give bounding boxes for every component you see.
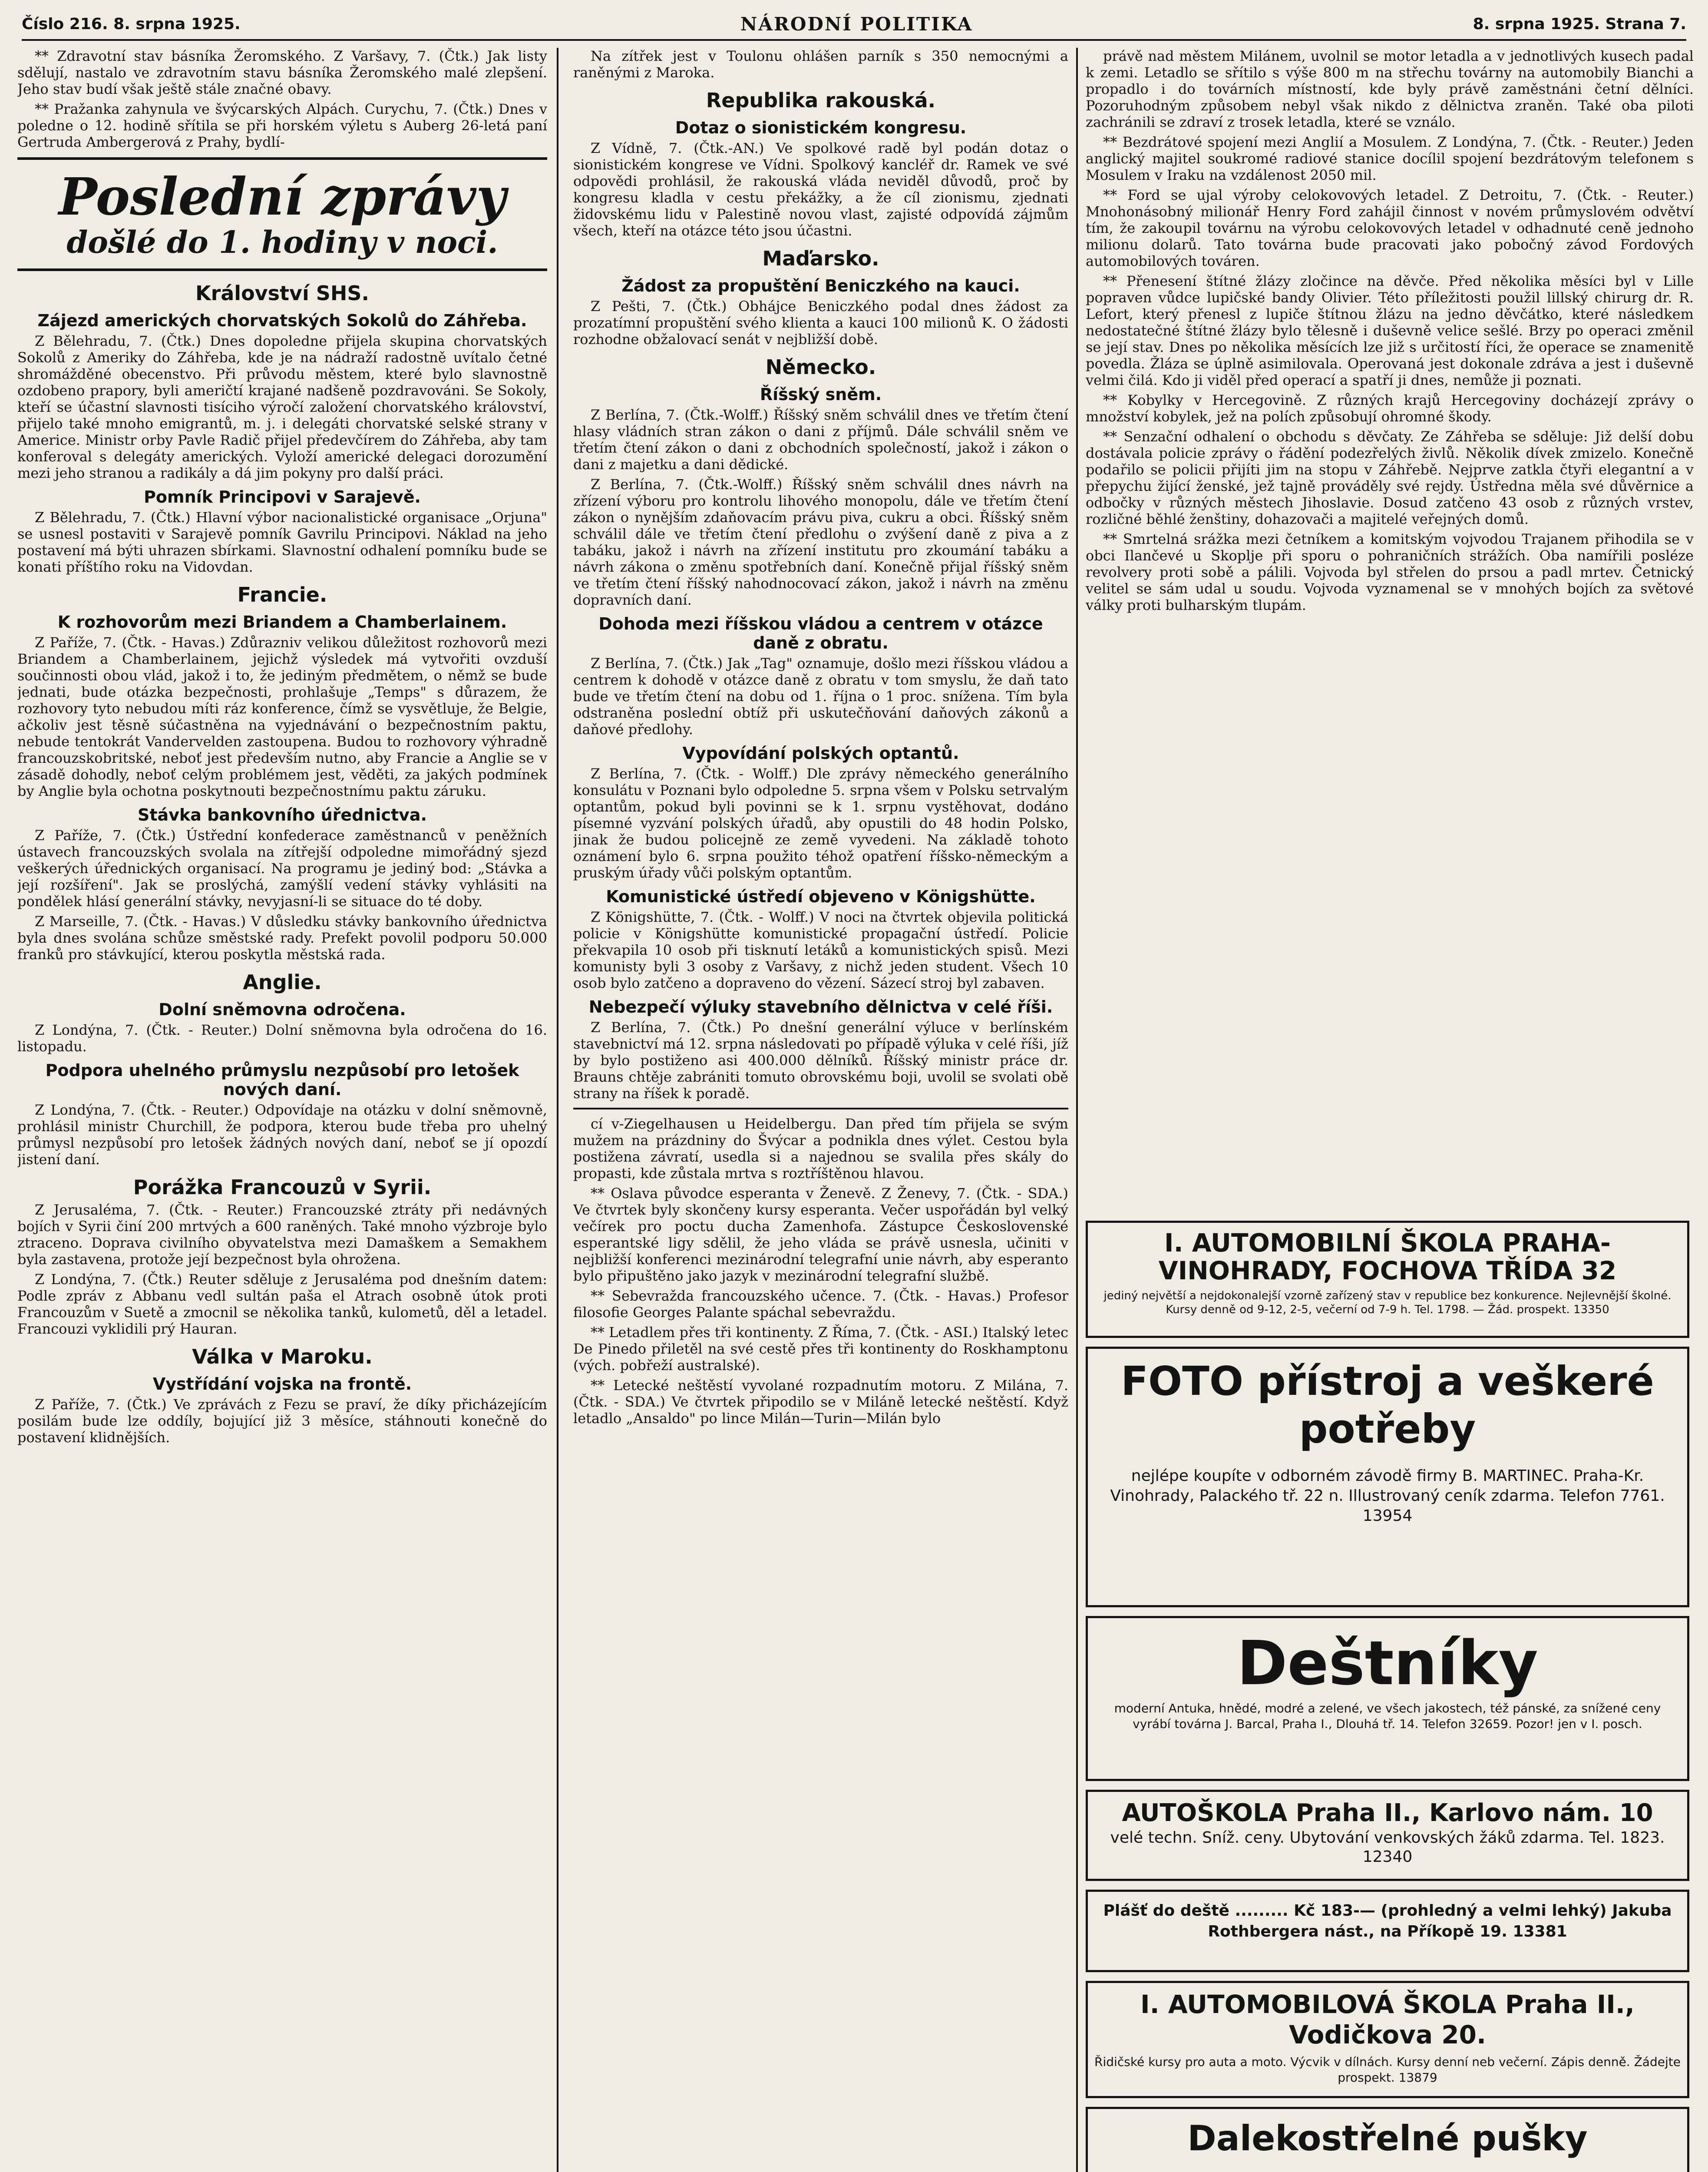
latest-news-banner: [17, 157, 547, 271]
ad-foto: [1086, 1347, 1689, 1607]
article-headline: Stávka bankovního úřednictva.: [138, 805, 427, 824]
ad-title: I. AUTOMOBILOVÁ ŠKOLA Praha II., Vodičkova 20.: [1140, 1990, 1635, 2049]
article-text: ** Sebevražda francouzského učence. 7. (Čtk. - Havas.) Profesor filosofie Georges Palante spáchal sebevraždu.: [573, 1288, 1068, 1321]
article-text: ** Bezdrátové spojení mezi Anglií a Mosulem. Z Londýna, 7. (Čtk. - Reuter.) Jeden anglický majitel soukromé radiové stanice docílil spojení bezdrátovým telefonem s Mosulem v Iraku na vzdálenost 2050 mil.: [1086, 134, 1694, 183]
masthead: [22, 9, 1686, 41]
section-heading: Francie.: [237, 583, 327, 606]
article-text: Z Londýna, 7. (Čtk. - Reuter.) Dolní sněmovna byla odročena do 16. listopadu.: [17, 1022, 547, 1055]
article-headline: Pomník Principovi v Sarajevě.: [144, 487, 421, 507]
article-headline: Podpora uhelného průmyslu nezpůsobí pro letošek nových daní.: [45, 1061, 519, 1099]
ad-text: nejlépe koupíte v odborném závodě firmy B. MARTINEC. Praha-Kr. Vinohrady, Palackého tř. 22 n. Illustrovaný ceník zdarma. Telefon 7761. 13954: [1110, 1467, 1665, 1525]
ad-automobile-school-2: [1086, 1981, 1689, 2098]
article-text: právě nad městem Milánem, uvolnil se motor letadla a v jednotlivých kusech padal k zemi. Letadlo se sřítilo s výše 800 m na střechu továrny na automobily Bianchi a propadlo i do továrních místností, kde byly právě zaměstnáni četní dělníci. Pozoruhodným způsobem nebyl však nikdo z dělnictva zraněn. Také oba piloti zachránili se zdraví z trosek letadla, které se vználo.: [1086, 48, 1694, 130]
article-headline: Komunistické ústředí objeveno v Königshütte.: [606, 887, 1036, 906]
column-rule: [1076, 48, 1078, 2172]
masthead-page: 8. srpna 1925. Strana 7.: [1473, 15, 1686, 33]
article-text: ** Pražanka zahynula ve švýcarských Alpách. Curychu, 7. (Čtk.) Dnes v poledne o 12. hodině sřítila se při horském výletu s Auberg 26-letá paní Gertruda Ambergerová z Prahy, bydlí-: [17, 101, 547, 150]
article-headline: Vypovídání polských optantů.: [682, 744, 959, 763]
article-text: Na zítřek jest v Toulonu ohlášen parník s 350 nemocnými a raněnými z Maroka.: [573, 48, 1068, 81]
article-text: Z Königshütte, 7. (Čtk. - Wolff.) V noci na čtvrtek objevila politická policie v Königshütte komunistické propagační ústředí. Policie překvapila 10 osob při tisknutí letáků a komunistických spisů. Mezi komunisty byli 3 osoby z Varšavy, z nichž jeden student. Všech 10 osob bylo zatčeno a dopraveno do vězení. Sázecí stroj byl zabaven.: [573, 909, 1068, 991]
article-text: Z Pešti, 7. (Čtk.) Obhájce Beniczkého podal dnes žádost za prozatímní propuštění svého klienta a kauci 100 milionů K. O žádosti rozhodne obžalovací senát v nejbližší době.: [573, 298, 1068, 348]
article-headline: Nebezpečí výluky stavebního dělnictva v celé říši.: [588, 997, 1053, 1016]
article-text: Z Berlína, 7. (Čtk.) Po dnešní generální výluce v berlínském stavebnictví má 12. srpna následovati po případě výluka v celé říši, jíž by bylo postiženo asi 400.000 dělníků. Říšský ministr práce dr. Brauns chtěje zabrániti tomuto obrovskému boji, uvolil se svolati obě strany na říšek k poradě.: [573, 1019, 1068, 1102]
article-text: Z Londýna, 7. (Čtk. - Reuter.) Odpovídaje na otázku v dolní sněmovně, prohlásil ministr Churchill, že podpora, kterou bude třeba pro uhelný průmysl nezpůsobí pro letošek žádných nových daní, neboť se jí opozdí jistení daní.: [17, 1102, 547, 1168]
article-text: Z Berlína, 7. (Čtk. - Wolff.) Dle zprávy německého generálního konsulátu v Poznani bylo odpoledne 5. srpna všem v Polsku setrvalým optantům, pokud byli povinni se k 1. srpnu vystěhovat, dodáno písemné vyzvání polských úřadů, aby opustili do 48 hodin Polsko, jinak že budou policejně ze země vyvedeni. Na základě tohoto oznámení bylo 6. srpna použito téhož opatření říšsko-německým a pruským úřady vůči polským optantům.: [573, 765, 1068, 881]
article-headline: Vystřídání vojska na frontě.: [152, 1374, 412, 1394]
section-heading: Válka v Maroku.: [192, 1345, 373, 1368]
article-text: Z Vídně, 7. (Čtk.-AN.) Ve spolkové radě byl podán dotaz o sionistickém kongrese ve Vídni. Spolkový kancléř dr. Ramek ve své odpovědi prohlásil, že rakouská vláda neviděl důvodů, proč by kongresu kladla v cestu překážky, a že cíl zionismu, zjednati židovskému lidu v Palestině novou vlast, zajisté odpovídá zájmům všech, kteří na otázce této jsou účastni.: [573, 140, 1068, 239]
section-heading: Německo.: [765, 355, 876, 379]
ad-automobile-school: [1086, 1221, 1689, 1338]
article-text: cí v-Ziegelhausen u Heidelbergu. Dan před tím přijela se svým mužem na prázdniny do Švýcar a podnikla dnes výlet. Cestou byla postižena závratí, usedla si a najednou se svalila přes skály do propasti, kde zůstala mrtva s roztříštěnou hlavou.: [573, 1116, 1068, 1182]
newspaper-page: [9, 9, 1699, 2172]
article-headline: Dotaz o sionistickém kongresu.: [675, 118, 967, 137]
article-text: ** Smrtelná srážka mezi četníkem a komitským vojvodou Trajanem přihodila se v obci Ilančevé u Skoplje při sporu o pohraničních strážích. Oba namířili posléze revolvery proti sobě a pálili. Vojvoda byl střelen do prsou a padl mrtev. Četnický velitel se sám udal u soudu. Vojvoda vyznamenal se v mnohých bojích za světové války proti bulharským tlupám.: [1086, 531, 1694, 613]
banner-title: Poslední zprávy: [58, 166, 506, 227]
column-rule: [557, 48, 558, 2172]
article-text: ** Zdravotní stav básníka Žeromského. Z Varšavy, 7. (Čtk.) Jak listy sdělují, nastalo ve zdravotním stavu básníka Žeromského malé zlepšení. Jeho stav budí však ještě stále značné obavy.: [17, 48, 547, 97]
article-headline: Dolní sněmovna odročena.: [159, 1000, 406, 1019]
article-text: ** Oslava původce esperanta v Ženevě. Z Ženevy, 7. (Čtk. - SDA.) Ve čtvrtek byly skončeny kursy esperanta. Večer uspořádán byl velký večírek pro poctu ducha Zamenhofa. Zástupce Československé esperantské ligy sdělil, že jeho vláda se právě usnesla, učiniti v nejbližší konferenci mezinárodní telegrafní unie návrh, aby esperanto bylo připuštěno jako jazyk v mezinárodní telegrafní službě.: [573, 1185, 1068, 1284]
divider: [573, 1108, 1068, 1109]
article-text: Z Marseille, 7. (Čtk. - Havas.) V důsledku stávky bankovního úřednictva byla dnes svolána schůze směstské rady. Prefekt povolil podporu 50.000 franků pro stávkující, kterou poskytla městská rada.: [17, 913, 547, 963]
ad-text: Řidičské kursy pro auta a moto. Výcvik v dílnách. Kursy denní neb večerní. Zápis denně. Žádejte prospekt. 13879: [1094, 2055, 1681, 2085]
banner-subtitle: došlé do 1. hodiny v noci.: [66, 224, 498, 260]
column-2: [573, 48, 1068, 1646]
article-text: ** Kobylky v Hercegovině. Z různých krajů Hercegoviny docházejí zprávy o množství kobylek, jež na polích způsobují ohromné škody.: [1086, 392, 1694, 425]
section-heading: Království SHS.: [195, 281, 370, 305]
article-text: Z Bělehradu, 7. (Čtk.) Hlavní výbor nacionalistické organisace „Orjuna" se usnesl postaviti v Sarajevě pomník Gavrilu Principovi. Náklad na jeho postavení má býti uhrazen sbírkami. Slavnostní odhalení pomníku bude se konati příštího roku na Vidovdan.: [17, 509, 547, 575]
section-heading: Maďarsko.: [762, 247, 879, 270]
article-text: ** Letecké neštěstí vyvolané rozpadnutím motoru. Z Milána, 7. (Čtk. - SDA.) Ve čtvrtek připodilo se v Miláně letecké neštěstí. Když letadlo „Ansaldo" po lince Milán—Turin—Milán bylo: [573, 1377, 1068, 1427]
section-heading: Porážka Francouzů v Syrii.: [133, 1175, 432, 1199]
article-headline: Zájezd amerických chorvatských Sokolů do Záhřeba.: [37, 311, 527, 330]
ad-text: velé techn. Sníž. ceny. Ubytování venkovských žáků zdarma. Tel. 1823. 12340: [1110, 1829, 1665, 1866]
ad-rifles: [1086, 2107, 1689, 2172]
article-text: ** Přenesení štítné žlázy zločince na děvče. Před několika měsíci byl v Lille popraven vůdce lupičské bandy Olivier. Této příležitosti použil lillský chirurg dr. R. Lefort, který přenesl z lupiče štítnou žlázu na jedno děvčátko, které následkem nedostatečné štítné žlázy bylo tělesně i duševně velice sešlé. Brzy po operaci změnil se její stav. Dnes po několika měsících lze již s určitostí říci, že operace se znamenitě povedla. Žláza se úplně asimilovala. Operovaná jest dokonale zdráva a jest i duševně velmi čilá. Kdo ji viděl před operací a spatří ji dnes, nemůže ji poznati.: [1086, 273, 1694, 388]
column-1: [17, 48, 547, 2172]
article-headline: K rozhovorům mezi Briandem a Chamberlainem.: [57, 613, 507, 632]
masthead-title: NÁRODNÍ POLITIKA: [740, 13, 973, 35]
section-heading: Republika rakouská.: [706, 89, 936, 112]
article-text: Z Berlína, 7. (Čtk.-Wolff.) Říšský sněm schválil dnes návrh na zřízení výboru pro kontrolu lihového monopolu, dále ve třetím čtení zákon o nynějším zdaňovacím právu piva, cukru a obci. Říšský sněm schválil dále ve třetím čtení předlohu o zvýšení daně z piva a z tabáku, jakož i návrh na zřízení institutu pro zkoumání tabáku a návrh zákona o změnu spotřebních daní. Konečně přijal říšský sněm ve třetím čtení říšský nahodnocovací zákon, jakož i návrh na změnu dopravních daní.: [573, 476, 1068, 608]
ad-umbrellas: [1086, 1616, 1689, 1781]
ad-raincoat: [1086, 1890, 1689, 1972]
article-headline: Žádost za propuštění Beniczkého na kauci.: [621, 276, 1020, 295]
article-headline: Říšský sněm.: [760, 385, 882, 404]
ad-title: AUTOŠKOLA Praha II., Karlovo nám. 10: [1122, 1799, 1653, 1827]
article-text: ** Ford se ujal výroby celokovových letadel. Z Detroitu, 7. (Čtk. - Reuter.) Mnohonásobný milionář Henry Ford zahájil činnost v novém průmyslovém odvětví tím, že zakoupil továrnu na výrobu celokovových letadel v odhadnuté ceně jednoho milionu dolarů. Tato továrna bude pracovati jako pobočný závod Fordových automobilových továren.: [1086, 187, 1694, 269]
ad-text: moderní Antuka, hnědé, modré a zelené, ve všech jakostech, též pánské, za snížené ceny vyrábí továrna J. Barcal, Praha I., Dlouhá tř. 14. Telefon 32659. Pozor! jen v I. posch.: [1114, 1701, 1661, 1731]
article-text: Z Berlína, 7. (Čtk.) Jak „Tag" oznamuje, došlo mezi říšskou vládou a centrem k dohodě v otázce daně z obratu v tom smyslu, že daň tato bude ve třetím čtení na dobu od 1. října o 1 proc. snížena. Tím byla odstraněna poslední obtíž při uskutečňování daňových zákonů a daňové předlohy.: [573, 655, 1068, 738]
ad-title: FOTO přístroj a veškeré potřeby: [1121, 1358, 1654, 1452]
ad-title: Plášť do deště ......... Kč 183-— (prohledný a velmi lehký) Jakuba Rothbergera nást., na Příkopě 19. 13381: [1103, 1902, 1672, 1940]
article-text: Z Paříže, 7. (Čtk. - Havas.) Zdůrazniv velikou důležitost rozhovorů mezi Briandem a Chamberlainem, jejichž výsledek má vytvořiti ovzduší součinnosti obou vlád, jakož i to, že jediným předmětem, o němž se bude jednati, bude otázka bezpečnosti, prohlašuje „Temps" s důrazem, že rozhovory tyto nebudou míti ráz konference, čímž se vysvětluje, že Belgie, ačkoliv jest těsně súčastněna na vyjednávání o bezpečnostním paktu, nebude tentokrát Vandervelden zastoupena. Budou to rozhovory výhradně francouzskobritské, neboť jest především nutno, aby Francie a Anglie se v zásadě dohodly, neboť celým problémem jest, věděti, za jakých podmínek by Anglie byla ochotna poskytnouti bezpečnostnímu paktu záruku.: [17, 634, 547, 799]
ad-title: Dalekostřelné pušky: [1187, 2118, 1588, 2159]
article-text: Z Berlína, 7. (Čtk.-Wolff.) Říšský sněm schválil dnes ve třetím čtení hlasy vládních stran zákon o dani z příjmů. Dále schválil sněm ve třetím čtení zákon o dani z obchodních společností, jakož i zákon o dani z majetku a dani dědické.: [573, 407, 1068, 473]
article-text: Z Paříže, 7. (Čtk.) Ve zprávách z Fezu se praví, že díky přicházejícím posilám bude lze oddíly, bojující již 3 měsíce, stáhnouti konečně do postavení klidnějších.: [17, 1396, 547, 1446]
ad-title: I. AUTOMOBILNÍ ŠKOLA PRAHA-VINOHRADY, FOCHOVA TŘÍDA 32: [1158, 1228, 1617, 1285]
article-headline: Dohoda mezi říšskou vládou a centrem v otázce daně z obratu.: [598, 614, 1043, 652]
ad-title: Deštníky: [1237, 1628, 1538, 1699]
masthead-issue: Číslo 216. 8. srpna 1925.: [22, 15, 241, 33]
article-text: Z Jerusaléma, 7. (Čtk. - Reuter.) Francouzské ztráty při nedávných bojích v Syrii činí 200 mrtvých a 600 raněných. Také mnoho výzbroje bylo ztraceno. Doprava civilního obyvatelstva mezi Damaškem a Semakhem byla zastavena, protože její bezpečnost byla ohrožena.: [17, 1202, 547, 1268]
section-heading: Anglie.: [243, 970, 322, 994]
article-text: ** Letadlem přes tři kontinenty. Z Říma, 7. (Čtk. - ASI.) Italský letec De Pinedo přiletěl na své cestě přes tři kontinenty do Roskhamptonu (vých. pobřeží australské).: [573, 1324, 1068, 1374]
ad-autoskola: [1086, 1790, 1689, 1881]
ad-text: jediný největší a nejdokonalejší vzorně zařízený stav v republice bez konkurence. Nejlevnější školné. Kursy denně od 9-12, 2-5, večerní od 7-9 h. Tel. 1798. — Žád. prospekt. 13350: [1103, 1289, 1672, 1316]
article-text: Z Bělehradu, 7. (Čtk.) Dnes dopoledne přijela skupina chorvatských Sokolů z Ameriky do Záhřeba, kde je na nádraží radostně uvítalo četné shromážděné obecenstvo. Při průvodu městem, které bylo slavnostně ozdobeno prapory, byli američtí krajané nadšeně pozdravováni. Se Sokoly, kteří se účastní slavnosti tisíciho výročí založení chorvatského království, přijelo také mnoho emigrantů, m. j. i delegáti chorvatské selské strany v Americe. Ministr orby Pavle Radič přijel předevčírem do Záhřeba, aby tam konferoval s delegáty amerických. Vyloží americké delegaci dorozumění mezi jeho stranou a radikály a dá jim pokyny pro další práci.: [17, 333, 547, 481]
article-text: Z Londýna, 7. (Čtk.) Reuter sděluje z Jerusaléma pod dnešním datem: Podle zpráv z Abbanu vedl sultán paša el Atrach osobně útok proti Francouzům v Suetě a zmocnil se několika tanků, kulometů, děl a letadel. Francouzi vyklidili prý Hauran.: [17, 1271, 547, 1337]
article-text: ** Senzační odhalení o obchodu s děvčaty. Ze Záhřeba se sděluje: Již delší dobu dostávala policie zprávy o řádění podezřelých živlů. Několik dívek zmizelo. Konečně podařilo se policii přijíti jim na stopu v Záhřebě. Nejprve zatkla čtyři elegantní a v přepychu žijící ženské, jež tajně prováděly své rejdy. Ústředna měla své důvěrnice a odbočky v různých městech Jihoslavie. Dosud zatčeno 43 osob z různých vrstev, rozličné běhlé ženštiny, dohazovači a majitelé veřejných domů.: [1086, 428, 1694, 527]
article-text: Z Paříže, 7. (Čtk.) Ústřední konfederace zaměstnanců v peněžních ústavech francouzských svolala na zítřejší odpoledne mimořádný sjezd veškerých úřednických organisací. Na programu je jediný bod: „Stávka a její rozšíření". Jak se proslýchá, zamýšlí vedení stávky vyhlásiti na pondělek hlásí generální stávky, nevyjasní-li se situace do té doby.: [17, 827, 547, 910]
column-3: [1086, 48, 1694, 1225]
